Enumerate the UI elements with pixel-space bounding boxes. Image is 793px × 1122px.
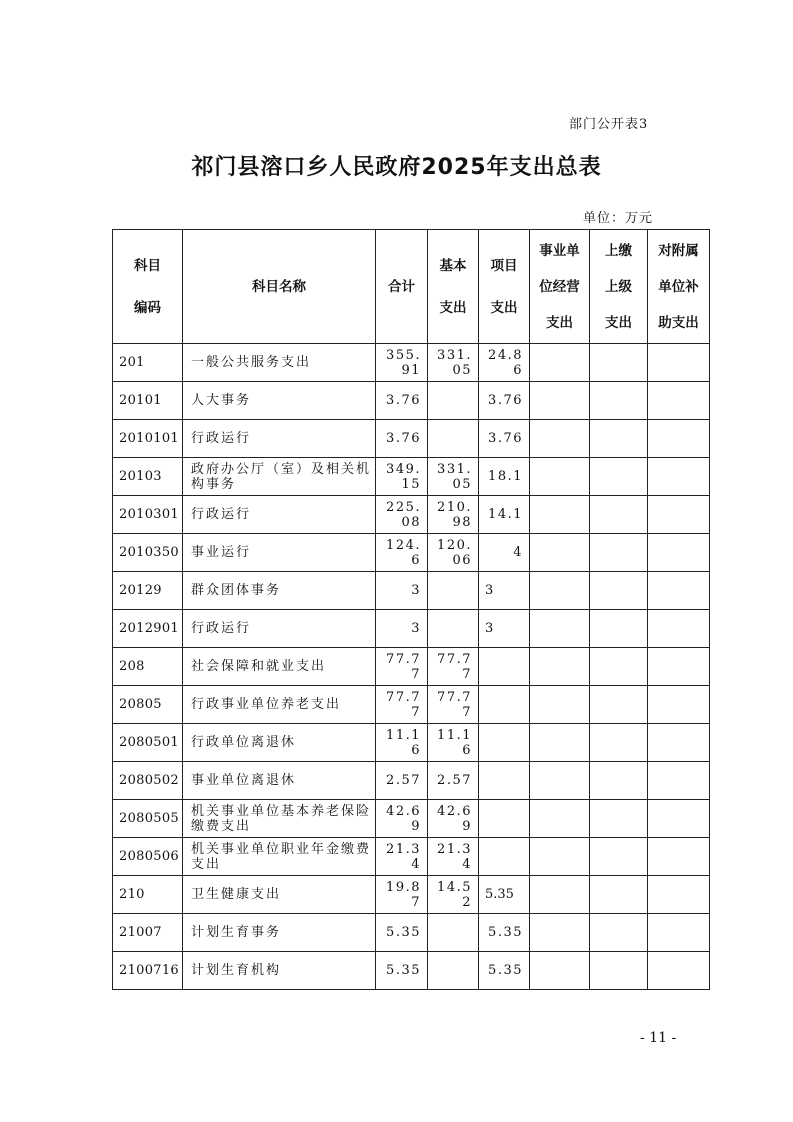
cell-upper [590,876,648,914]
cell-total: 225.08 [376,496,428,534]
cell-code: 21007 [113,914,183,952]
cell-subsidy [648,344,710,382]
header-code [113,230,183,344]
cell-business [530,952,590,990]
cell-upper [590,838,648,876]
cell-project: 5.35 [479,914,530,952]
cell-basic: 331.05 [428,344,479,382]
cell-upper [590,382,648,420]
cell-code: 2080506 [113,838,183,876]
cell-total: 77.77 [376,686,428,724]
cell-name: 计划生育机构 [183,952,376,990]
cell-business [530,914,590,952]
header-code-line: 科目 [134,257,161,274]
cell-code: 210 [113,876,183,914]
cell-subsidy [648,952,710,990]
cell-total: 19.87 [376,876,428,914]
table-row [113,914,710,952]
cell-code: 2012901 [113,610,183,648]
table-row [113,534,710,572]
cell-subsidy [648,572,710,610]
table-row [113,648,710,686]
cell-upper [590,648,648,686]
cell-total: 124.6 [376,534,428,572]
form-tag: 部门公开表3 [569,117,649,132]
cell-upper [590,952,648,990]
cell-business [530,838,590,876]
cell-upper [590,686,648,724]
cell-subsidy [648,876,710,914]
cell-project: 4 [479,534,530,572]
cell-upper [590,800,648,838]
cell-upper [590,458,648,496]
cell-total: 2.57 [376,762,428,800]
cell-total: 355.91 [376,344,428,382]
cell-code: 20103 [113,458,183,496]
cell-total: 77.77 [376,648,428,686]
cell-total: 5.35 [376,952,428,990]
cell-project: 3.76 [479,382,530,420]
cell-basic [428,382,479,420]
header-business [530,230,590,344]
cell-business [530,420,590,458]
cell-basic: 42.69 [428,800,479,838]
cell-subsidy [648,420,710,458]
cell-project: 18.1 [479,458,530,496]
cell-code: 20805 [113,686,183,724]
cell-basic: 77.77 [428,686,479,724]
cell-project [479,686,530,724]
cell-basic [428,420,479,458]
table-header-row [113,230,710,344]
cell-basic: 14.52 [428,876,479,914]
cell-code: 2080505 [113,800,183,838]
cell-name: 行政事业单位养老支出 [183,686,376,724]
header-basic-line: 基本 [439,257,467,274]
cell-total: 3.76 [376,382,428,420]
cell-total: 21.34 [376,838,428,876]
cell-basic: 21.34 [428,838,479,876]
cell-name: 卫生健康支出 [183,876,376,914]
cell-name: 行政运行 [183,496,376,534]
cell-basic [428,610,479,648]
cell-project [479,762,530,800]
cell-name: 一般公共服务支出 [183,344,376,382]
cell-subsidy [648,800,710,838]
cell-upper [590,762,648,800]
cell-upper [590,610,648,648]
cell-project: 5.35 [479,952,530,990]
cell-subsidy [648,914,710,952]
cell-business [530,382,590,420]
cell-business [530,534,590,572]
cell-project [479,724,530,762]
header-code-line: 编码 [134,299,161,316]
table-row [113,686,710,724]
table-row [113,724,710,762]
header-subsidy [648,230,710,344]
cell-code: 201 [113,344,183,382]
cell-subsidy [648,648,710,686]
cell-business [530,724,590,762]
table-row [113,876,710,914]
table-row [113,800,710,838]
cell-basic: 120.06 [428,534,479,572]
table-row [113,344,710,382]
table-row [113,420,710,458]
cell-basic [428,952,479,990]
cell-name: 社会保障和就业支出 [183,648,376,686]
cell-name: 人大事务 [183,382,376,420]
cell-subsidy [648,496,710,534]
cell-business [530,648,590,686]
cell-code: 208 [113,648,183,686]
header-total: 合计 [376,230,428,344]
cell-code: 2010350 [113,534,183,572]
table-row [113,382,710,420]
cell-upper [590,724,648,762]
cell-business [530,876,590,914]
cell-project [479,838,530,876]
cell-subsidy [648,382,710,420]
cell-project: 3 [479,610,530,648]
table-row [113,952,710,990]
header-business-line: 位经营 [539,278,580,295]
cell-subsidy [648,762,710,800]
cell-basic: 210.98 [428,496,479,534]
header-basic [428,230,479,344]
cell-basic [428,572,479,610]
cell-name: 行政运行 [183,420,376,458]
expenditure-table [112,229,710,990]
table-row [113,496,710,534]
cell-code: 2100716 [113,952,183,990]
table-row [113,572,710,610]
cell-business [530,572,590,610]
cell-business [530,762,590,800]
header-project [479,230,530,344]
cell-business [530,458,590,496]
cell-total: 11.16 [376,724,428,762]
header-name: 科目名称 [183,230,376,344]
cell-name: 政府办公厅（室）及相关机构事务 [183,458,376,496]
cell-subsidy [648,458,710,496]
cell-subsidy [648,534,710,572]
cell-name: 机关事业单位职业年金缴费支出 [183,838,376,876]
cell-subsidy [648,686,710,724]
cell-total: 349.15 [376,458,428,496]
header-project-line: 支出 [490,299,518,316]
page-title: 祁门县溶口乡人民政府2025年支出总表 [191,155,602,180]
header-subsidy-line: 对附属 [658,242,699,259]
cell-project: 3 [479,572,530,610]
cell-basic: 2.57 [428,762,479,800]
cell-code: 2080502 [113,762,183,800]
cell-business [530,610,590,648]
header-basic-line: 支出 [439,299,467,316]
cell-project [479,800,530,838]
header-upper-line: 支出 [605,314,632,331]
cell-name: 事业单位离退休 [183,762,376,800]
cell-subsidy [648,610,710,648]
cell-upper [590,496,648,534]
cell-code: 2010101 [113,420,183,458]
cell-total: 3.76 [376,420,428,458]
table-row [113,762,710,800]
cell-basic: 331.05 [428,458,479,496]
cell-business [530,496,590,534]
cell-basic [428,914,479,952]
header-upper [590,230,648,344]
cell-code: 2080501 [113,724,183,762]
cell-name: 机关事业单位基本养老保险缴费支出 [183,800,376,838]
cell-total: 3 [376,610,428,648]
cell-project [479,648,530,686]
cell-project: 24.86 [479,344,530,382]
cell-basic: 11.16 [428,724,479,762]
cell-project: 3.76 [479,420,530,458]
header-business-line: 事业单 [539,242,580,259]
unit-label: 单位：万元 [583,211,654,226]
cell-name: 计划生育事务 [183,914,376,952]
cell-code: 20129 [113,572,183,610]
cell-total: 42.69 [376,800,428,838]
cell-total: 5.35 [376,914,428,952]
cell-name: 事业运行 [183,534,376,572]
cell-business [530,800,590,838]
cell-name: 群众团体事务 [183,572,376,610]
header-subsidy-line: 助支出 [658,314,699,331]
header-project-line: 项目 [490,257,518,274]
cell-total: 3 [376,572,428,610]
cell-project: 5.35 [479,876,530,914]
cell-name: 行政运行 [183,610,376,648]
table-row [113,610,710,648]
cell-code: 2010301 [113,496,183,534]
cell-basic: 77.77 [428,648,479,686]
cell-business [530,686,590,724]
page-number: - 11 - [640,1030,677,1046]
cell-name: 行政单位离退休 [183,724,376,762]
cell-subsidy [648,724,710,762]
cell-subsidy [648,838,710,876]
table-row [113,838,710,876]
header-subsidy-line: 单位补 [658,278,699,295]
cell-business [530,344,590,382]
cell-upper [590,344,648,382]
cell-project: 14.1 [479,496,530,534]
header-upper-line: 上缴 [605,242,632,259]
cell-upper [590,914,648,952]
cell-code: 20101 [113,382,183,420]
cell-upper [590,534,648,572]
cell-upper [590,572,648,610]
cell-upper [590,420,648,458]
header-upper-line: 上级 [605,278,632,295]
table-row [113,458,710,496]
header-business-line: 支出 [546,314,573,331]
